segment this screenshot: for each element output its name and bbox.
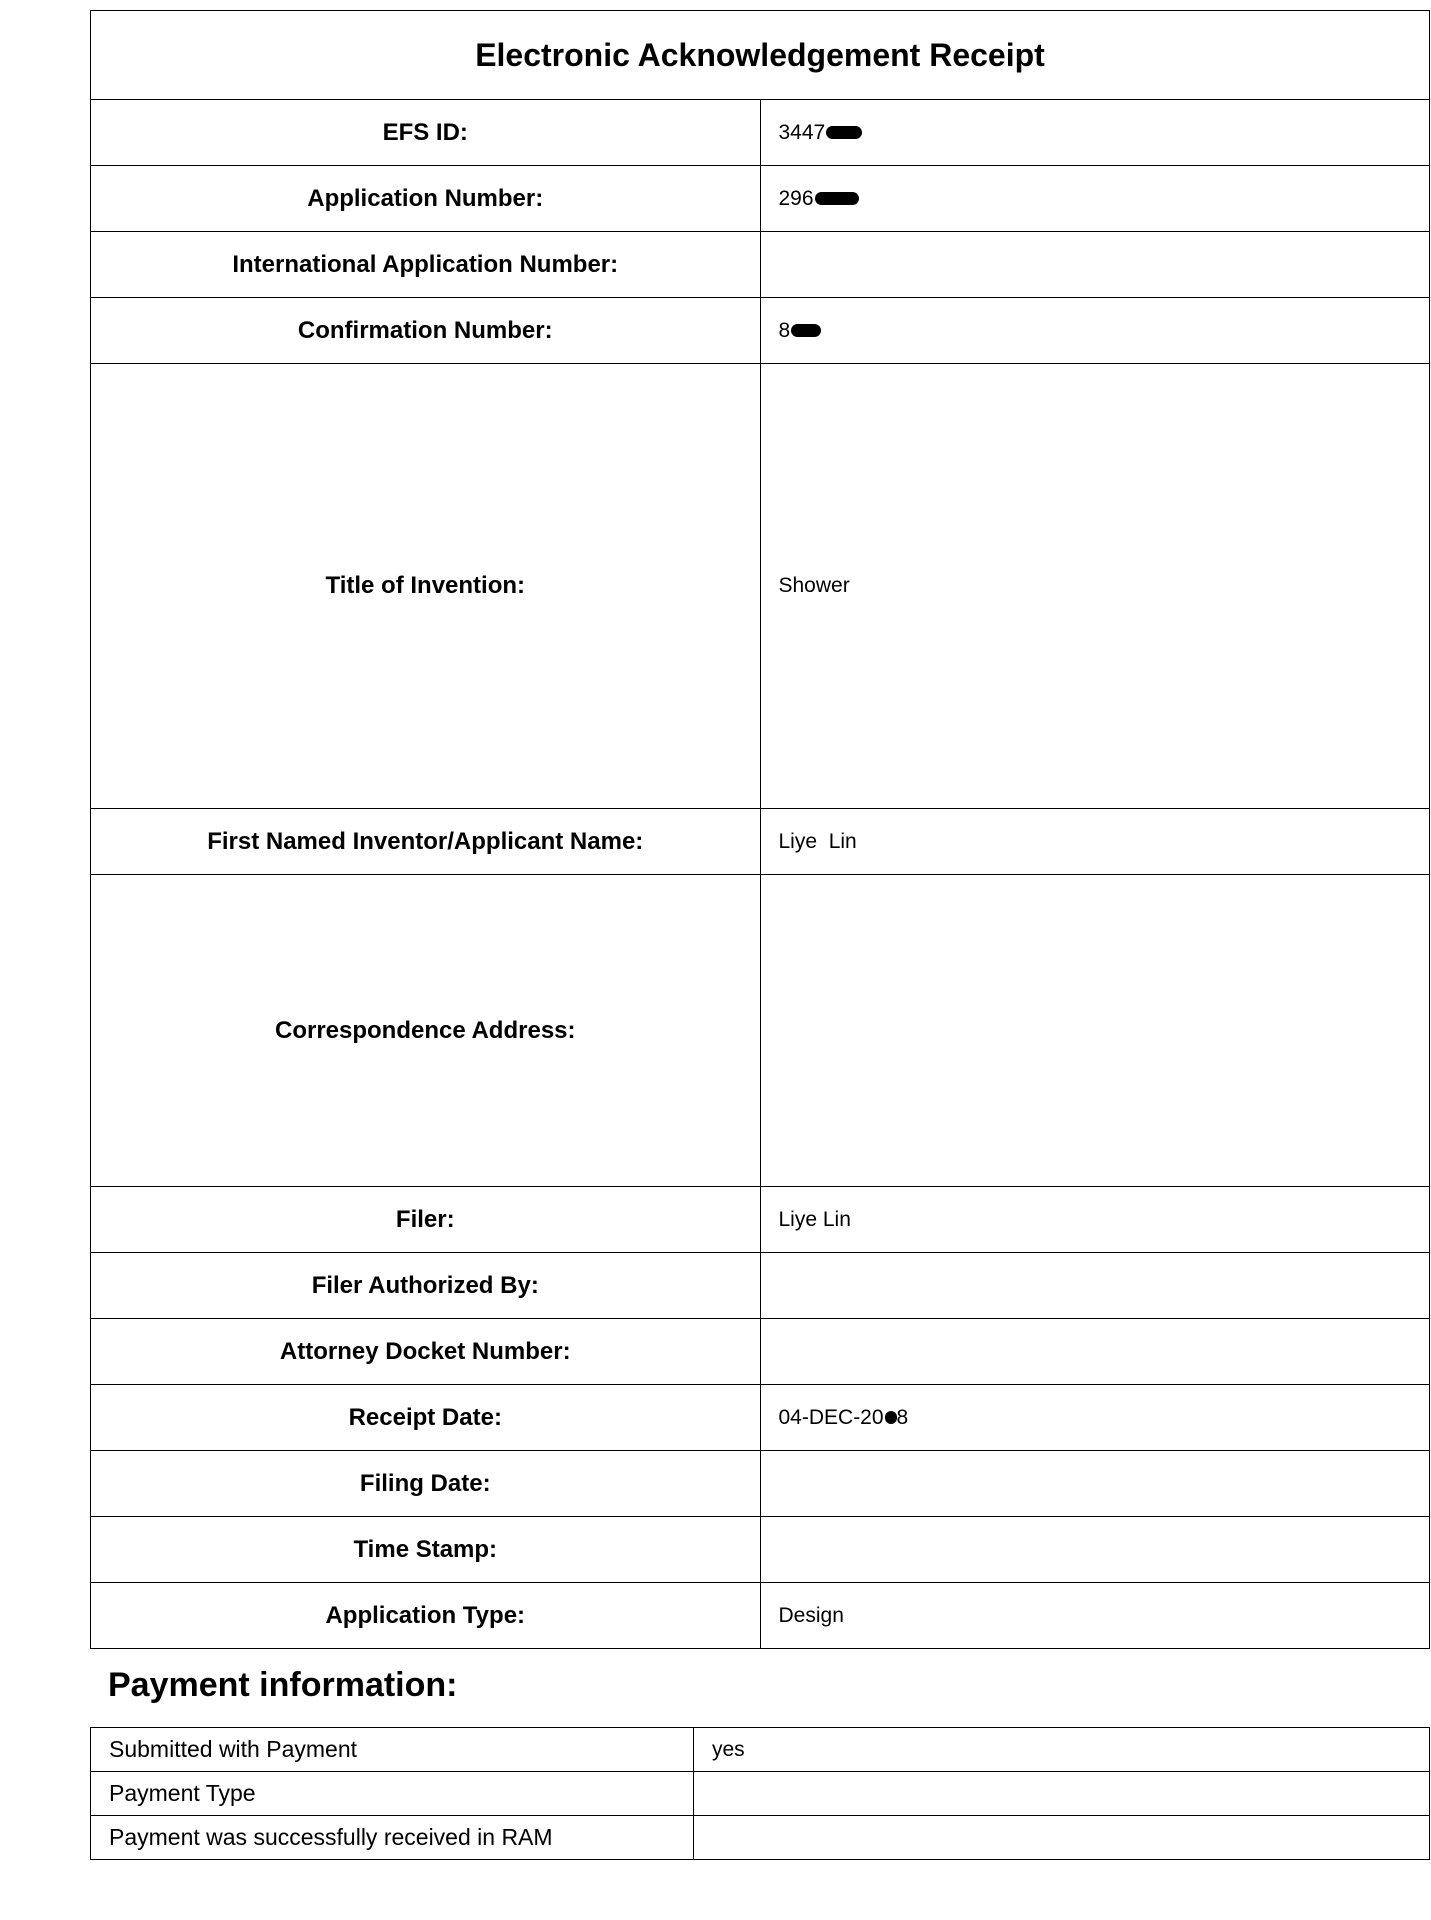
redaction-mark — [815, 192, 859, 205]
efs-id-label: EFS ID: — [91, 100, 761, 166]
time-stamp-value — [760, 1517, 1430, 1583]
redaction-mark — [885, 1411, 897, 1424]
table-row — [91, 1816, 1430, 1860]
acknowledgement-receipt-table — [90, 10, 1430, 1649]
international-application-number-label: International Application Number: — [91, 232, 761, 298]
table-row — [91, 1319, 1430, 1385]
table-row — [91, 100, 1430, 166]
table-row — [91, 875, 1430, 1187]
redaction-mark — [791, 324, 821, 337]
filer-label: Filer: — [91, 1187, 761, 1253]
application-number-value: 296 — [760, 166, 1430, 232]
filing-date-label: Filing Date: — [91, 1451, 761, 1517]
receipt-date-value: 04-DEC-20 8 — [760, 1385, 1430, 1451]
table-row — [91, 1451, 1430, 1517]
title-of-invention-label: Title of Invention: — [91, 364, 761, 809]
receipt-date-label: Receipt Date: — [91, 1385, 761, 1451]
first-named-inventor-label: First Named Inventor/Applicant Name: — [91, 809, 761, 875]
submitted-with-payment-value: yes — [694, 1728, 1430, 1772]
table-row — [91, 364, 1430, 809]
confirmation-number-label: Confirmation Number: — [91, 298, 761, 364]
submitted-with-payment-label: Submitted with Payment — [91, 1728, 694, 1772]
table-row — [91, 1517, 1430, 1583]
filing-date-value — [760, 1451, 1430, 1517]
application-type-value: Design — [760, 1583, 1430, 1649]
table-row — [91, 298, 1430, 364]
attorney-docket-number-label: Attorney Docket Number: — [91, 1319, 761, 1385]
payment-type-value — [694, 1772, 1430, 1816]
table-row — [91, 166, 1430, 232]
table-row — [91, 1187, 1430, 1253]
international-application-number-value — [760, 232, 1430, 298]
table-row — [91, 1583, 1430, 1649]
time-stamp-label: Time Stamp: — [91, 1517, 761, 1583]
table-row — [91, 1728, 1430, 1772]
correspondence-address-label: Correspondence Address: — [91, 875, 761, 1187]
receipt-title: Electronic Acknowledgement Receipt — [91, 11, 1430, 100]
table-row — [91, 1253, 1430, 1319]
table-row — [91, 232, 1430, 298]
filer-authorized-by-value — [760, 1253, 1430, 1319]
payment-received-label: Payment was successfully received in RAM — [91, 1816, 694, 1860]
table-row — [91, 1385, 1430, 1451]
table-row — [91, 1772, 1430, 1816]
redaction-mark — [826, 126, 862, 139]
application-number-label: Application Number: — [91, 166, 761, 232]
payment-type-label: Payment Type — [91, 1772, 694, 1816]
confirmation-number-value: 8 — [760, 298, 1430, 364]
efs-id-value: 3447 — [760, 100, 1430, 166]
payment-received-value — [694, 1816, 1430, 1860]
attorney-docket-number-value — [760, 1319, 1430, 1385]
payment-information-heading: Payment information: — [108, 1666, 458, 1704]
table-row — [91, 809, 1430, 875]
application-type-label: Application Type: — [91, 1583, 761, 1649]
title-of-invention-value: Shower — [760, 364, 1430, 809]
payment-information-table — [90, 1727, 1430, 1860]
filer-value: Liye Lin — [760, 1187, 1430, 1253]
filer-authorized-by-label: Filer Authorized By: — [91, 1253, 761, 1319]
first-named-inventor-value: Liye Lin — [760, 809, 1430, 875]
correspondence-address-value — [760, 875, 1430, 1187]
